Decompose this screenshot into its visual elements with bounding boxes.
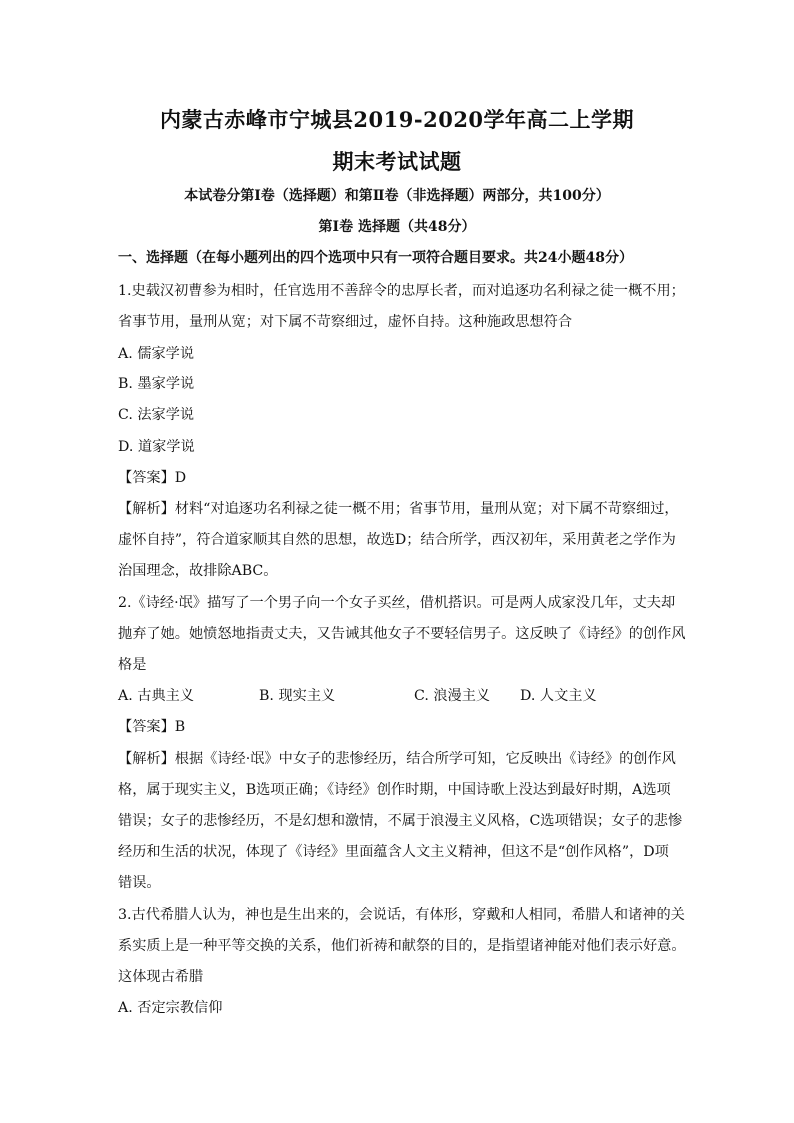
q1-option-b: B. 墨家学说: [118, 376, 195, 392]
q2-explanation-line4: 经历和生活的状况，体现了《诗经》里面蕴含人文主义精神，但这不是“创作风格”，D项: [118, 844, 669, 860]
q1-stem-line1: 1.史载汉初曹参为相时，任官选用不善辞令的忠厚长者，而对追逐功名利禄之徒一概不用；: [118, 283, 685, 299]
q2-explanation-line5: 错误。: [118, 875, 161, 891]
q2-explanation-line2: 格，属于现实主义，B选项正确；《诗经》创作时期，中国诗歌上没达到最好时期，A选项: [118, 782, 671, 798]
q1-explanation-line2: 虚怀自持”，符合道家顺其自然的思想，故选D；结合所学，西汉初年，采用黄老之学作为: [118, 532, 676, 548]
q1-explanation-line1: 【解析】材料“对追逐功名利禄之徒一概不用；省事节用，量刑从宽；对下属不苛察细过，: [118, 501, 679, 517]
q1-option-c: C. 法家学说: [118, 407, 195, 423]
q2-explanation-line3: 错误；女子的悲惨经历，不是幻想和激情，不属于浪漫主义风格，C选项错误；女子的悲惨: [118, 813, 683, 829]
q1-stem-line2: 省事节用，量刑从宽；对下属不苛察细过，虚怀自持。这种施政思想符合: [118, 314, 573, 330]
document-title-line1: 内蒙古赤峰市宁城县2019-2020学年高二上学期: [159, 107, 635, 132]
q1-option-d: D. 道家学说: [118, 439, 195, 455]
q2-stem-line3: 格是: [118, 657, 147, 673]
q1-answer: 【答案】D: [118, 470, 187, 486]
q2-stem-line1: 2.《诗经·氓》描写了一个男子向一个女子买丝，借机搭识。可是两人成家没几年，丈夫却: [118, 595, 676, 611]
q2-option-c: C. 浪漫主义: [414, 688, 491, 704]
q2-option-b: B. 现实主义: [259, 688, 336, 704]
q2-option-a: A. 古典主义: [118, 688, 195, 704]
q3-stem-line2: 系实质上是一种平等交换的关系，他们祈祷和献祭的目的，是指望诸神能对他们表示好意。: [118, 938, 686, 954]
q2-option-d: D. 人文主义: [520, 688, 597, 704]
q1-option-a: A. 儒家学说: [118, 346, 195, 362]
q2-answer: 【答案】B: [118, 719, 186, 735]
q3-stem-line1: 3.古代希腊人认为，神也是生出来的，会说话，有体形，穿戴和人相同，希腊人和诸神的关: [118, 907, 685, 923]
q3-stem-line3: 这体现古希腊: [118, 969, 204, 985]
q1-explanation-line3: 治国理念，故排除ABC。: [118, 563, 278, 579]
part1-heading: 第Ⅰ卷 选择题（共48分）: [318, 219, 476, 235]
q3-option-a: A. 否定宗教信仰: [118, 1000, 223, 1016]
document-title-line2: 期末考试试题: [332, 149, 462, 174]
q2-explanation-line1: 【解析】根据《诗经·氓》中女子的悲惨经历，结合所学可知，它反映出《诗经》的创作风: [118, 751, 676, 767]
section-heading: 一、选择题（在每小题列出的四个选项中只有一项符合题目要求。共24小题48分）: [118, 250, 633, 266]
exam-structure-note: 本试卷分第Ⅰ卷（选择题）和第Ⅱ卷（非选择题）两部分，共100分）: [184, 188, 610, 204]
q2-stem-line2: 抛弃了她。她愤怒地指责丈夫，又告诫其他女子不要轻信男子。这反映了《诗经》的创作风: [118, 626, 686, 642]
